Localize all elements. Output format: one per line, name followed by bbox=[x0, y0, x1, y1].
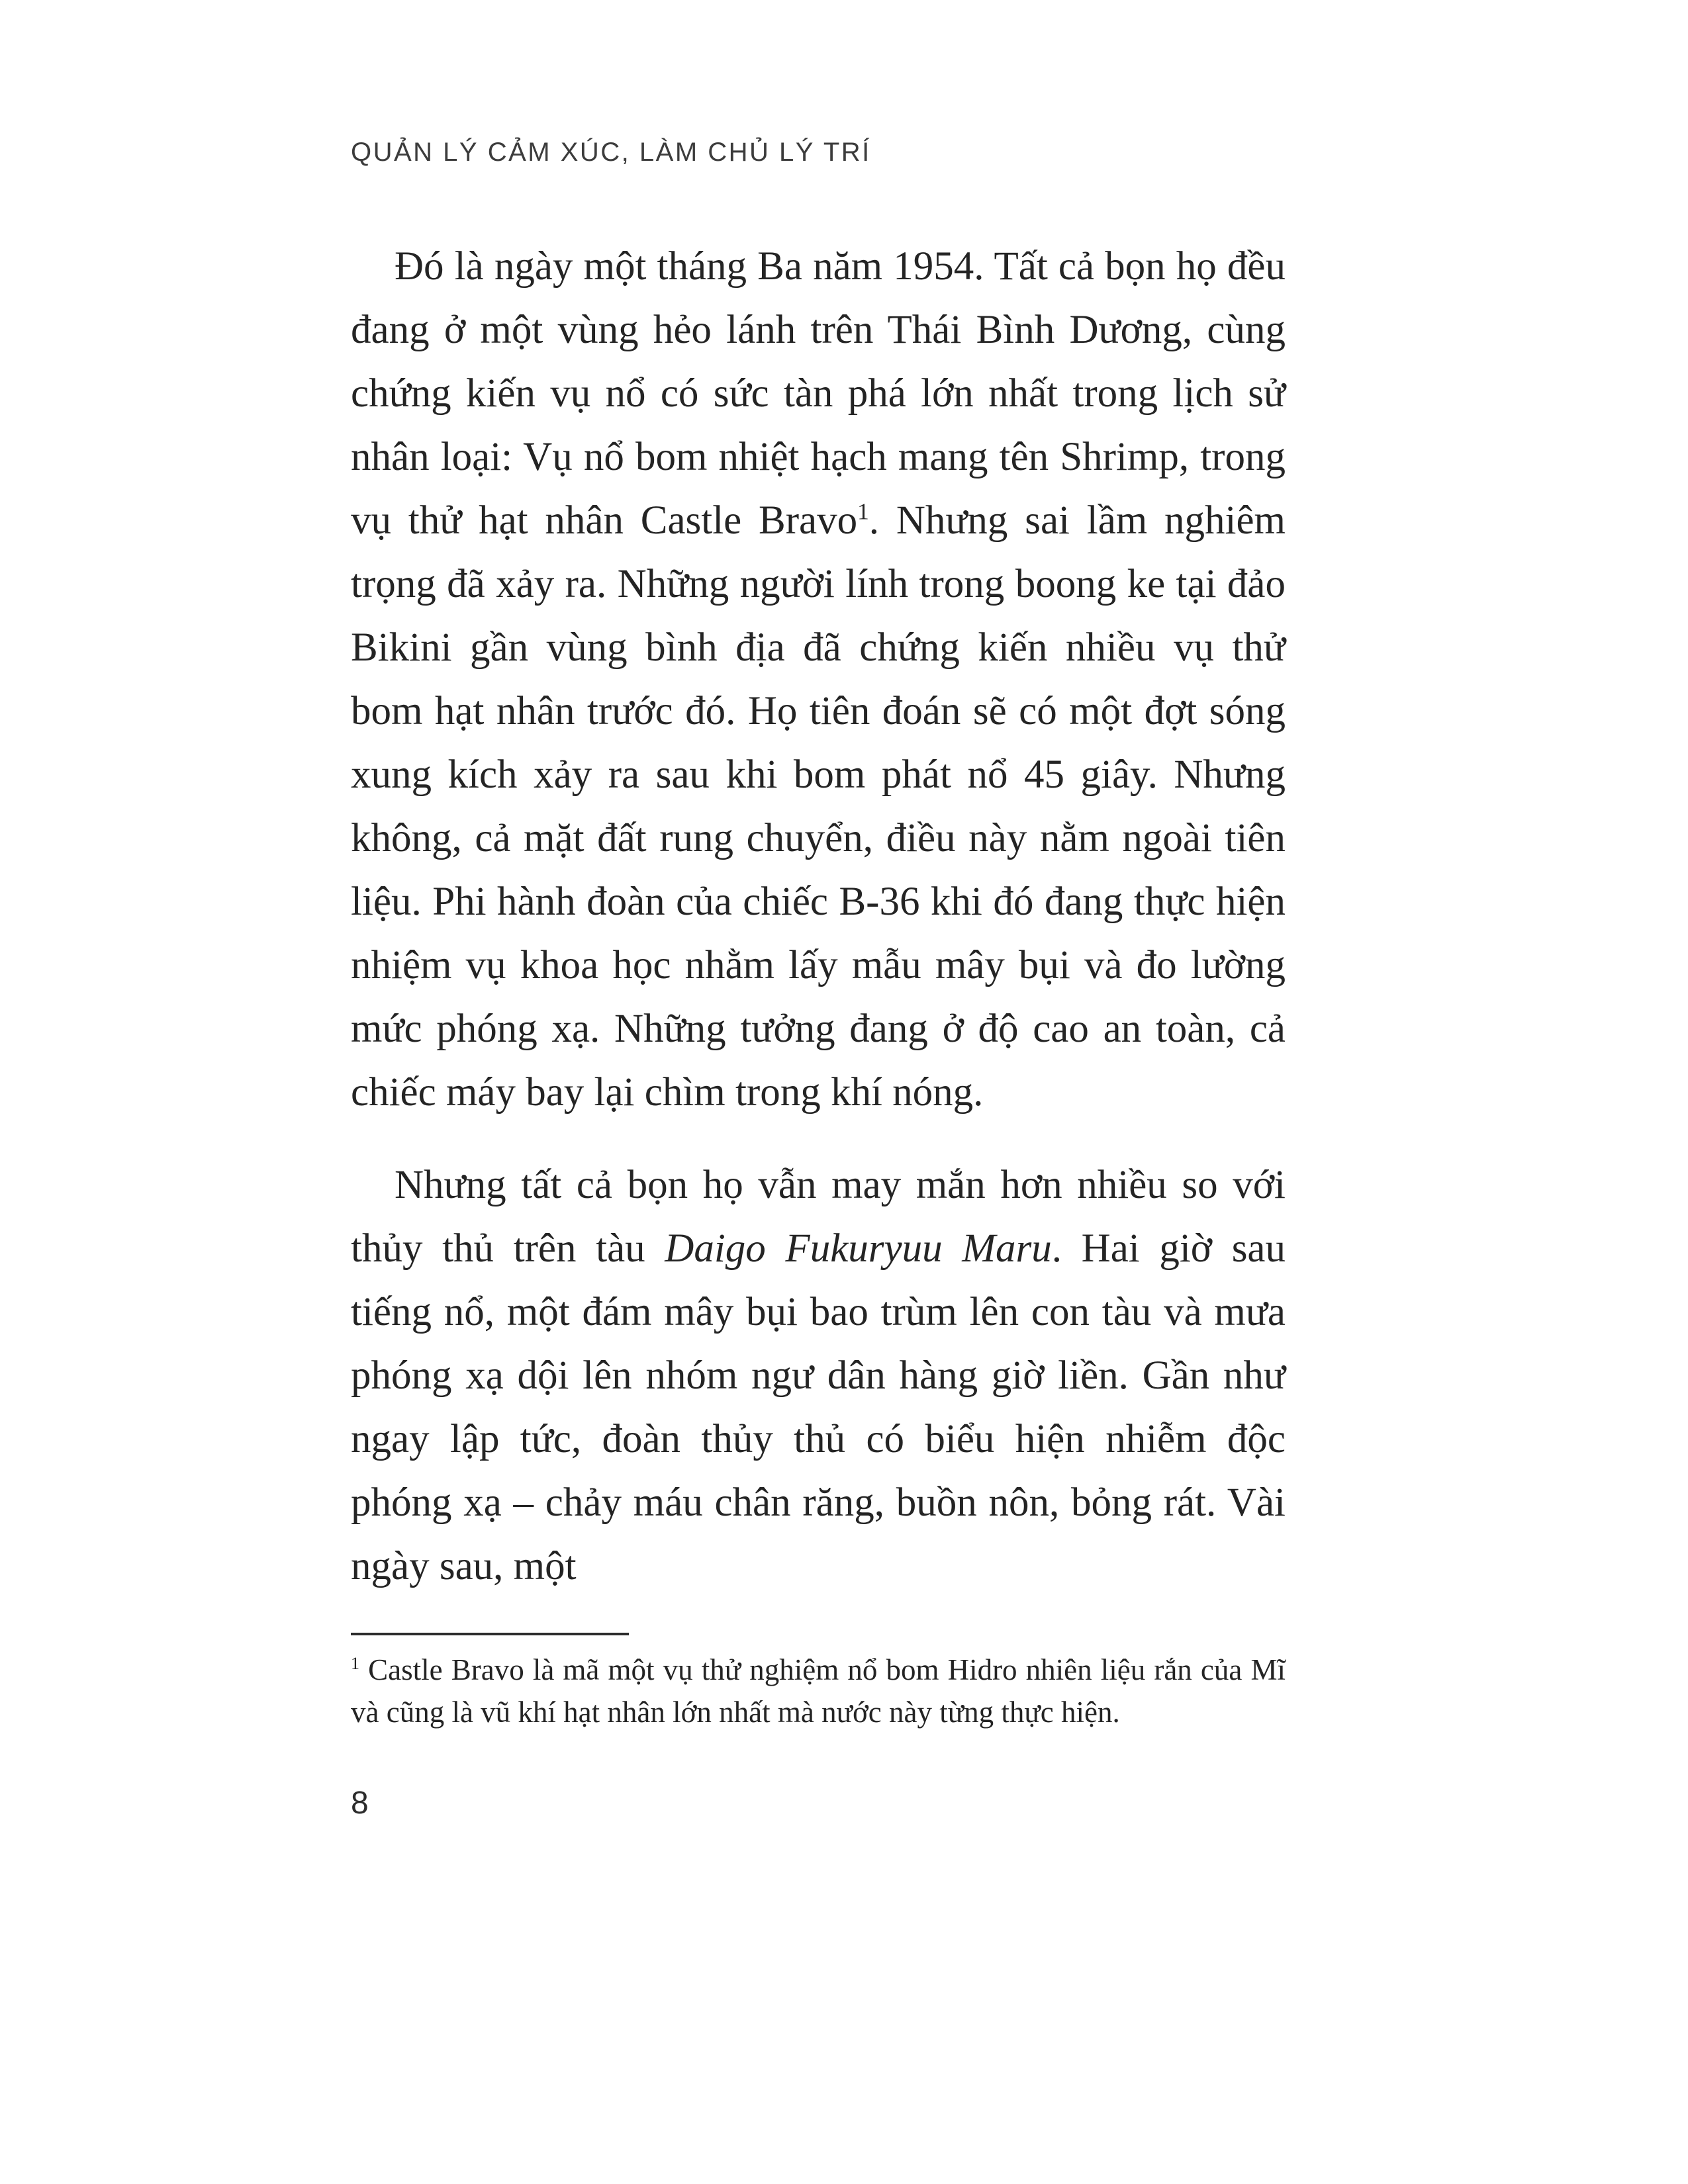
running-header: QUẢN LÝ CẢM XÚC, LÀM CHỦ LÝ TRÍ bbox=[351, 138, 871, 167]
paragraph bbox=[351, 235, 1286, 1124]
footnote bbox=[351, 1649, 1286, 1733]
text-segment: . Nhưng sai lầm nghiêm trọng đã xảy ra. Những người lính trong boong ke tại đảo Bikini gần vùng bình địa đã chứng kiến nhiều vụ thử bom hạt nhân trước đó. Họ tiên đoán sẽ có một đợt sóng xung kích xảy ra sau khi bom phát nổ 45 giây. Nhưng không, cả mặt đất rung chuyển, điều này nằm ngoài tiên liệu. Phi hành đoàn của chiếc B-36 khi đó đang thực hiện nhiệm vụ khoa học nhằm lấy mẫu mây bụi và đo lường mức phóng xạ. Những tưởng đang ở độ cao an toàn, cả chiếc máy bay lại chìm trong khí nóng. bbox=[351, 498, 1286, 1115]
footnote-divider bbox=[351, 1633, 629, 1635]
body-text bbox=[351, 235, 1286, 1598]
text-segment: . Hai giờ sau tiếng nổ, một đám mây bụi bao trùm lên con tàu và mưa phóng xạ dội lên nhóm ngư dân hàng giờ liền. Gần như ngay lập tức, đoàn thủy thủ có biểu hiện nhiễm độc phóng xạ – chảy máu chân răng, buồn nôn, bỏng rát. Vài ngày sau, một bbox=[351, 1226, 1286, 1588]
text-segment: 1 bbox=[857, 498, 869, 525]
page-number: 8 bbox=[351, 1786, 369, 1821]
text-segment: Daigo Fukuryuu Maru bbox=[665, 1226, 1052, 1271]
page-content bbox=[351, 138, 1286, 1821]
text-segment: Đó là ngày một tháng Ba năm 1954. Tất cả bọn họ đều đang ở một vùng hẻo lánh trên Thái Bình Dương, cùng chứng kiến vụ nổ có sức tàn phá lớn nhất trong lịch sử nhân loại: Vụ nổ bom nhiệt hạch mang tên Shrimp, trong vụ thử hạt nhân Castle Bravo bbox=[351, 244, 1286, 543]
text-segment: 1 bbox=[351, 1654, 360, 1673]
text-segment: Nhưng tất cả bọn họ vẫn may mắn hơn nhiều so với thủy thủ trên tàu bbox=[351, 1163, 1286, 1271]
text-segment: Castle Bravo là mã một vụ thử nghiệm nổ bom Hidro nhiên liệu rắn của Mĩ và cũng là vũ khí hạt nhân lớn nhất mà nước này từng thực hiện. bbox=[351, 1653, 1286, 1729]
paragraph bbox=[351, 1154, 1286, 1598]
